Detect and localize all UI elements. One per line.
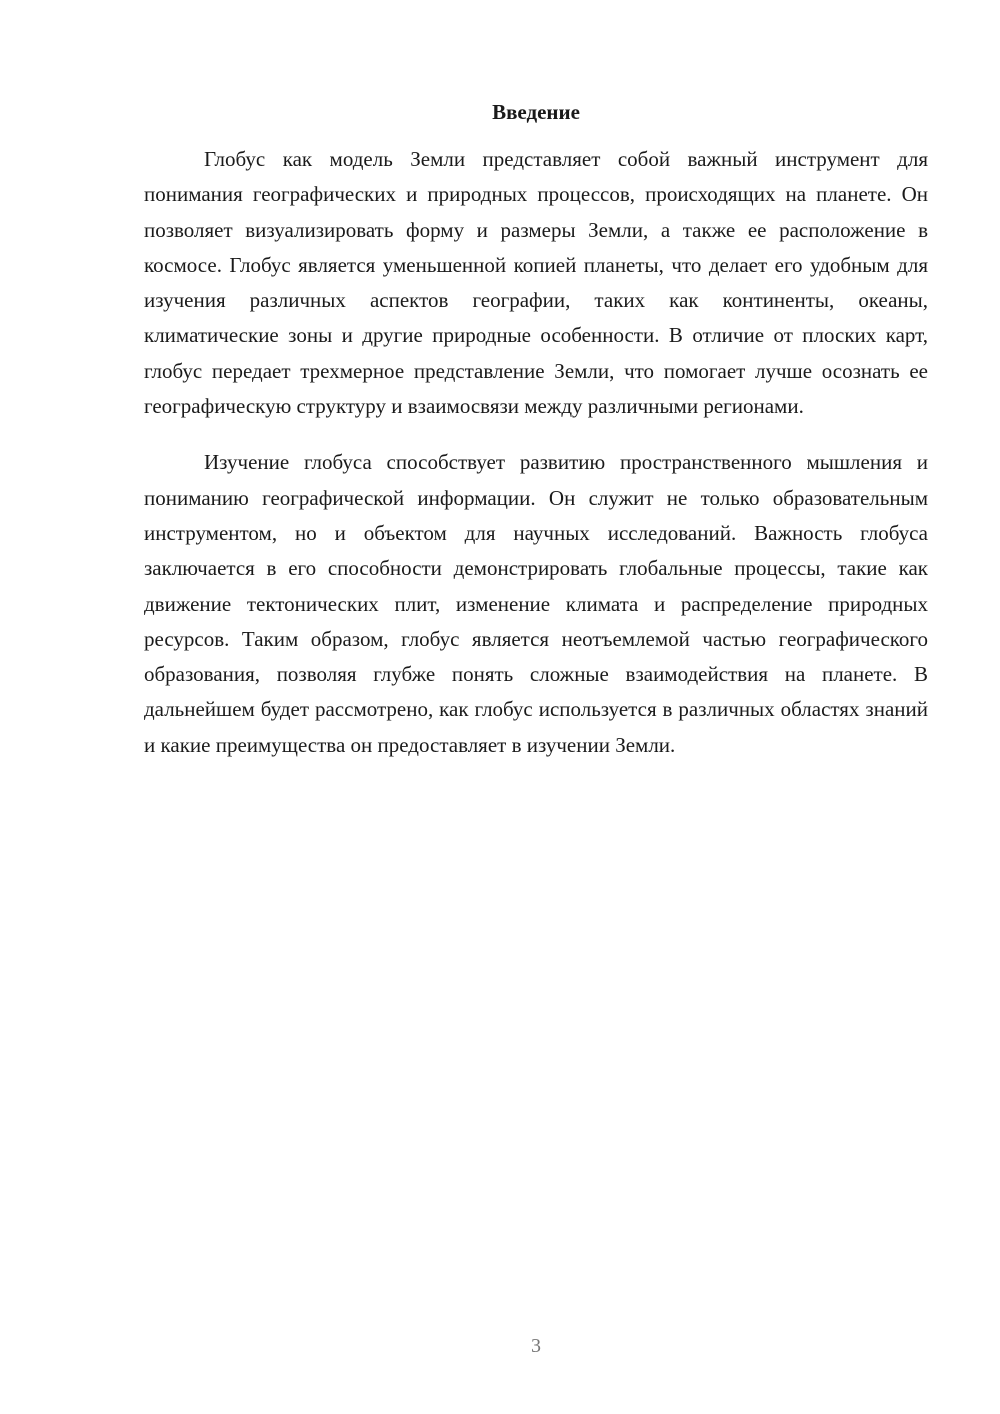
body-text [144, 142, 928, 763]
paragraph-1: Глобус как модель Земли представляет собой важный инструмент для понимания географических и природных процессов, происходящих на планете. Он позволяет визуализировать форму и размеры Земли, а также ее расположение в космосе. Глобус является уменьшенной копией планеты, что делает его удобным для изучения различных аспектов географии, таких как континенты, океаны, климатические зоны и другие природные особенности. В отличие от плоских карт, глобус передает трехмерное представление Земли, что помогает лучше осознать ее географическую структуру и взаимосвязи между различными регионами. [144, 147, 928, 419]
paragraph-2: Изучение глобуса способствует развитию пространственного мышления и пониманию географической информации. Он служит не только образовательным инструментом, но и объектом для научных исследований. Важность глобуса заключается в его способности демонстрировать глобальные процессы, такие как движение тектонических плит, изменение климата и распределение природных ресурсов. Таким образом, глобус является неотъемлемой частью географического образования, позволяя глубже понять сложные взаимодействия на планете. В дальнейшем будет рассмотрено, как глобус используется в различных областях знаний и какие преимущества он предоставляет в изучении Земли. [144, 450, 928, 757]
section-heading: Введение [492, 100, 580, 124]
page-number: 3 [531, 1335, 541, 1357]
